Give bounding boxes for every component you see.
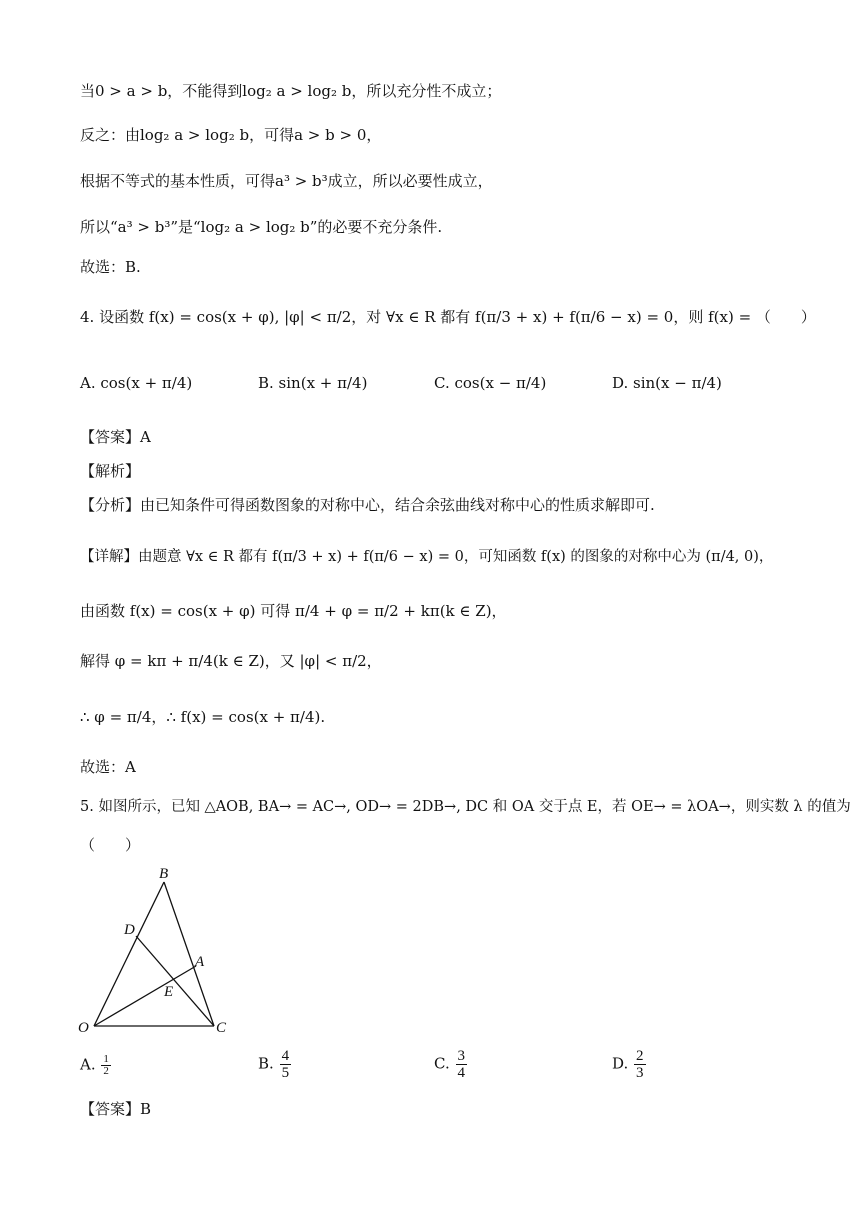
label-D: D [124,922,135,938]
q4-step-1: 由函数 f(x) = cos(x + φ) 可得 π/4 + φ = π/2 + kπ(k ∈ Z)， [80,602,507,620]
q4-answer: 【答案】A [80,428,151,446]
q5-option-c-fraction [456,1048,468,1081]
q4-option-a: A. cos(x + π/4) [80,374,193,392]
q5-option-c [434,1048,468,1081]
label-B: B [159,866,169,882]
q5-option-d-fraction [634,1048,646,1081]
solution-line-2: 反之：由log₂ a > log₂ b，可得a > b > 0， [80,126,382,144]
q5-option-c-num: 3 [457,1048,465,1064]
q5-option-a-num: 1 [103,1053,109,1065]
segment-DC [136,936,214,1026]
q5-option-b-label: B. [258,1054,274,1073]
q4-xiangjie: 【详解】由题意 ∀x ∈ R 都有 f(π/3 + x) + f(π/6 − x) = 0，可知函数 f(x) 的图象的对称中心为 (π/4, 0)， [80,549,774,565]
q5-option-d-label: D. [612,1054,629,1073]
q4-step-3: ∴ φ = π/4，∴ f(x) = cos(x + π/4). [80,708,326,726]
label-A: A [195,954,205,970]
segment-OB [94,882,164,1026]
q5-option-d-den: 3 [636,1065,644,1081]
q5-option-d [612,1048,647,1081]
q5-option-a-den: 2 [103,1065,109,1077]
q5-option-a-fraction [101,1054,111,1077]
q4-option-c: C. cos(x − π/4) [434,374,547,392]
solution-choice: 故选：B. [80,258,141,276]
question-4-stem: 4. 设函数 f(x) = cos(x + φ), |φ| < π/2，对 ∀x ∈ R 都有 f(π/3 + x) + f(π/6 − x) = 0，则 f(x) = （ ） [80,308,816,326]
q5-option-a-label: A. [80,1055,96,1074]
q4-option-d: D. sin(x − π/4) [612,374,722,392]
q4-choice: 故选：A [80,758,136,776]
q4-fenxi: 【分析】由已知条件可得函数图象的对称中心，结合余弦曲线对称中心的性质求解即可. [80,496,655,514]
triangle-figure [76,866,246,1038]
q5-option-b-num: 4 [281,1048,290,1064]
question-5-stem: 5. 如图所示，已知 △AOB, BA→ = AC→, OD→ = 2DB→, DC 和 OA 交于点 E，若 OE→ = λOA→，则实数 λ 的值为 [80,799,851,815]
label-C: C [216,1020,227,1036]
q5-option-d-num: 2 [636,1048,644,1064]
q5-option-b-den: 5 [281,1065,290,1081]
q4-step-2: 解得 φ = kπ + π/4(k ∈ Z)，又 |φ| < π/2， [80,652,382,670]
q5-option-b [258,1048,292,1081]
q5-option-a [80,1054,112,1077]
q5-option-c-label: C. [434,1054,450,1073]
solution-line-4: 所以“a³ > b³”是“log₂ a > log₂ b”的必要不充分条件. [80,218,443,236]
label-E: E [164,984,174,1000]
q5-option-c-den: 4 [457,1065,465,1081]
q5-option-b-fraction [280,1048,292,1081]
q4-analysis-tag: 【解析】 [80,462,141,480]
solution-line-1: 当0 > a > b，不能得到log₂ a > log₂ b，所以充分性不成立； [80,82,502,100]
solution-line-3: 根据不等式的基本性质，可得a³ > b³成立，所以必要性成立， [80,172,493,190]
segment-BC [164,882,214,1026]
question-5-paren: （ ） [80,836,141,854]
q5-answer: 【答案】B [80,1100,152,1118]
label-O: O [78,1020,89,1036]
q4-option-b: B. sin(x + π/4) [258,374,368,392]
